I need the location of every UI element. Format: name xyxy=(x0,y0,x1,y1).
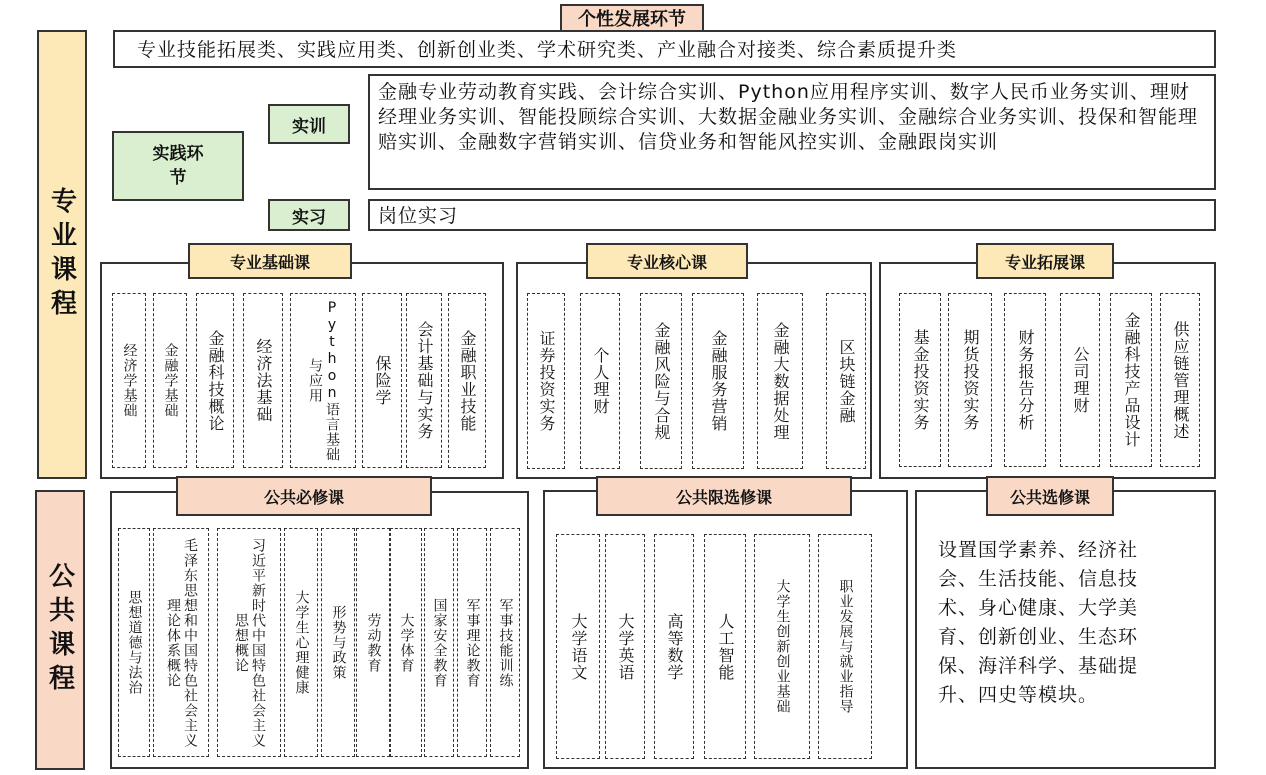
required-course xyxy=(490,528,520,757)
professional-courses-label: 专业课程 xyxy=(37,30,87,479)
required-course-label: 大学体育 xyxy=(398,612,415,673)
basic-course xyxy=(243,293,283,468)
basic-course-label: 会计基础与实务 xyxy=(415,321,434,440)
core-courses-title: 专业核心课 xyxy=(586,243,748,279)
core-course-label: 金融大数据处理 xyxy=(771,321,790,441)
limited-course-label: 大学生创新创业基础 xyxy=(774,579,791,714)
required-course xyxy=(424,528,454,757)
expand-course xyxy=(1004,293,1046,467)
limited-course xyxy=(605,534,645,759)
basic-course-label: 金融学基础 xyxy=(162,343,179,418)
basic-course xyxy=(406,293,442,468)
basic-course-label: 金融科技概论 xyxy=(206,329,225,432)
core-course-label: 金融服务营销 xyxy=(709,330,728,432)
limited-course-label: 职业发展与就业指导 xyxy=(837,579,854,714)
required-course xyxy=(321,528,355,757)
basic-course-label: 保险学 xyxy=(373,355,392,406)
required-course-label: 思想道德与法治 xyxy=(126,590,143,695)
limited-courses-title: 公共限选修课 xyxy=(596,476,852,516)
expand-course xyxy=(948,293,992,467)
basic-course-label: Python语言基础与应用 xyxy=(307,299,340,462)
expand-course-label: 公司理财 xyxy=(1071,346,1090,414)
basic-course xyxy=(112,293,146,468)
expand-course-label: 基金投资实务 xyxy=(911,329,930,431)
training-label: 实训 xyxy=(268,104,350,144)
practice-section-label: 实践环节 xyxy=(112,131,244,201)
limited-course xyxy=(654,534,694,759)
expand-course xyxy=(1060,293,1100,467)
expand-course-label: 财务报告分析 xyxy=(1016,329,1035,431)
basic-course xyxy=(153,293,187,468)
expand-course xyxy=(1110,293,1152,467)
required-course-label: 劳动教育 xyxy=(365,612,382,673)
core-course-label: 证券投资实务 xyxy=(537,330,556,432)
core-course-label: 区块链金融 xyxy=(837,338,856,424)
core-course xyxy=(757,293,803,469)
required-courses-title: 公共必修课 xyxy=(176,476,432,516)
required-course xyxy=(457,528,487,757)
required-course-label: 军事技能训练 xyxy=(497,597,514,688)
basic-course xyxy=(290,293,356,468)
required-course-label: 毛泽东思想和中国特色社会主义理论体系概论 xyxy=(165,537,198,748)
limited-course-label: 高等数学 xyxy=(665,612,684,681)
expand-course-label: 金融科技产品设计 xyxy=(1122,312,1141,448)
basic-course xyxy=(448,293,486,468)
basic-courses-title: 专业基础课 xyxy=(188,243,352,279)
required-course xyxy=(118,528,150,757)
required-course-label: 国家安全教育 xyxy=(431,597,448,688)
required-course xyxy=(153,528,209,757)
core-course-label: 金融风险与合规 xyxy=(652,321,671,441)
required-course-label: 习近平新时代中国特色社会主义思想概论 xyxy=(233,537,266,748)
limited-course-label: 人工智能 xyxy=(716,612,735,681)
required-course xyxy=(284,528,318,757)
elective-courses-title: 公共选修课 xyxy=(986,476,1114,516)
required-course-label: 军事理论教育 xyxy=(464,597,481,688)
basic-course-label: 经济法基础 xyxy=(254,338,273,423)
basic-course xyxy=(362,293,402,468)
basic-course-label: 金融职业技能 xyxy=(458,329,477,432)
limited-course xyxy=(754,534,810,759)
public-courses-label: 公共课程 xyxy=(35,490,85,770)
limited-course xyxy=(818,534,872,759)
personal-development-content: 专业技能拓展类、实践应用类、创新创业类、学术研究类、产业融合对接类、综合素质提升类 xyxy=(113,30,1216,68)
core-course xyxy=(826,293,866,469)
elective-courses-content: 设置国学素养、经济社会、生活技能、信息技术、身心健康、大学美育、创新创业、生态环保、海洋科学、基础提升、四史等模块。 xyxy=(938,539,1139,706)
expand-course-label: 供应链管理概述 xyxy=(1171,320,1190,440)
core-course xyxy=(640,293,682,469)
required-course-label: 形势与政策 xyxy=(330,605,347,680)
required-course xyxy=(356,528,390,757)
training-content: 金融专业劳动教育实践、会计综合实训、Python应用程序实训、数字人民币业务实训、理财经理业务实训、智能投顾综合实训、大数据金融业务实训、金融综合业务实训、投保和智能理赔实训、金融数字营销实训、信贷业务和智能风控实训、金融跟岗实训 xyxy=(368,74,1216,190)
core-course xyxy=(527,293,565,469)
internship-label: 实习 xyxy=(268,199,350,231)
internship-content: 岗位实习 xyxy=(368,199,1216,231)
limited-course xyxy=(556,534,600,759)
core-course xyxy=(580,293,620,469)
expand-course-label: 期货投资实务 xyxy=(961,329,980,431)
core-course xyxy=(692,293,744,469)
required-course xyxy=(217,528,281,757)
expand-course xyxy=(899,293,941,467)
personal-development-title: 个性发展环节 xyxy=(560,4,704,32)
limited-course xyxy=(704,534,746,759)
expand-course xyxy=(1160,293,1200,467)
limited-course-label: 大学英语 xyxy=(616,612,635,681)
limited-course-label: 大学语文 xyxy=(569,612,588,681)
required-course xyxy=(390,528,422,757)
expand-courses-title: 专业拓展课 xyxy=(976,243,1114,279)
basic-course xyxy=(196,293,234,468)
required-course-label: 大学生心理健康 xyxy=(293,590,310,695)
basic-course-label: 经济学基础 xyxy=(121,343,138,418)
core-course-label: 个人理财 xyxy=(591,347,610,415)
